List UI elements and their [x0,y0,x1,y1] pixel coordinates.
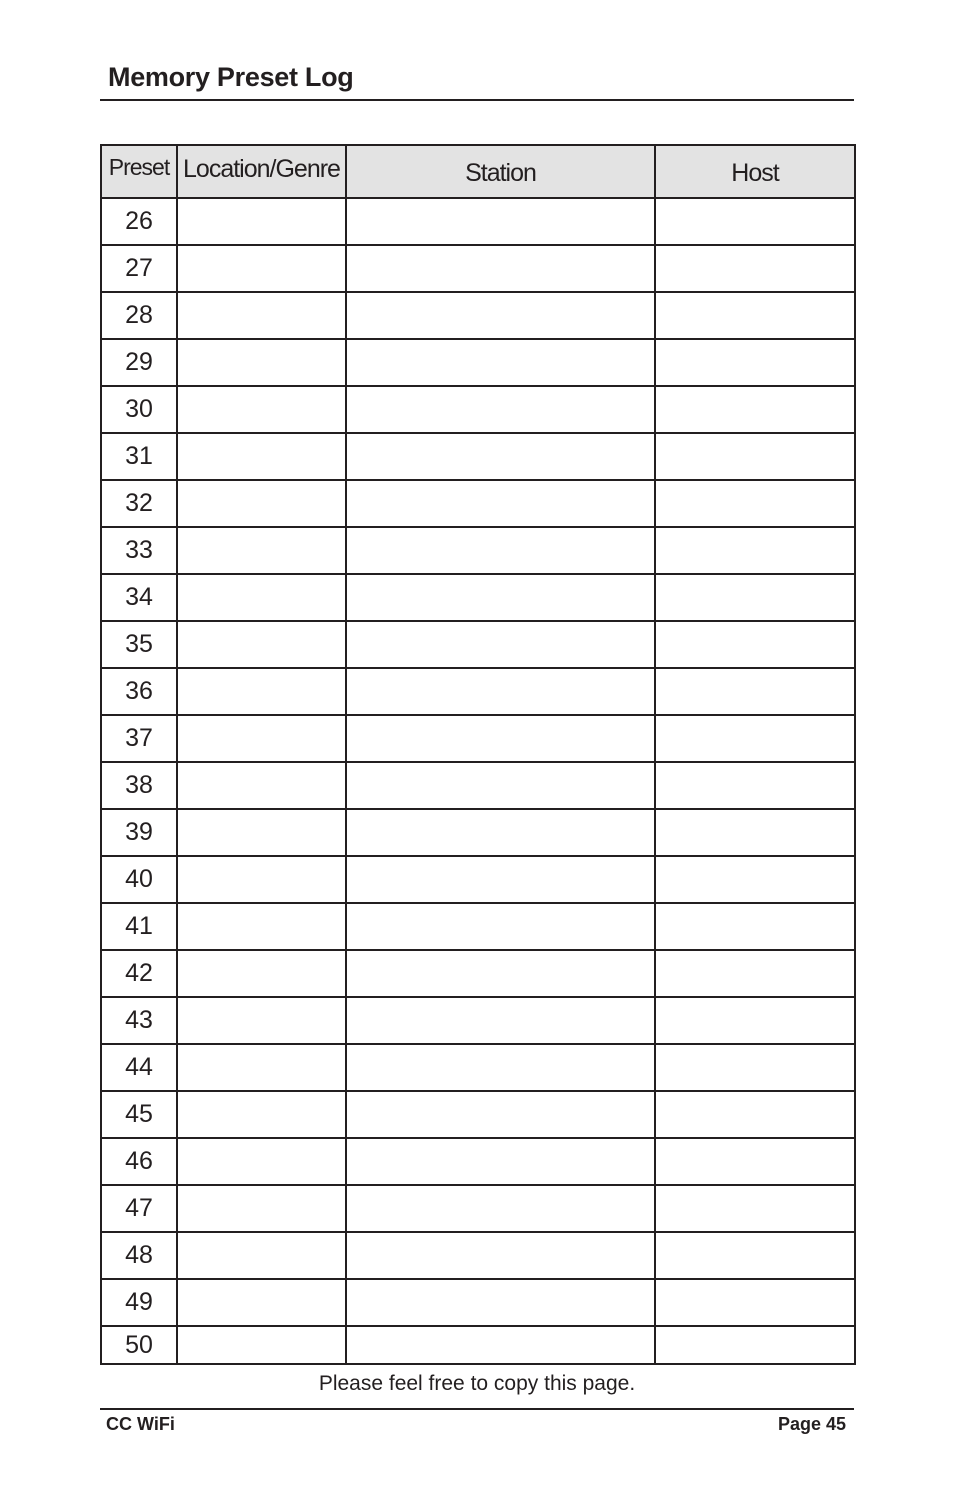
location-genre-cell [177,1138,346,1185]
preset-number: 28 [101,292,177,339]
preset-number: 50 [101,1326,177,1364]
table-row [101,1279,855,1326]
location-genre-cell [177,903,346,950]
preset-number: 39 [101,809,177,856]
location-genre-cell [177,292,346,339]
host-cell [655,903,855,950]
host-cell [655,527,855,574]
station-cell [346,903,655,950]
station-cell [346,1044,655,1091]
location-genre-cell [177,1044,346,1091]
location-genre-cell [177,433,346,480]
table-body [101,198,855,1364]
station-cell [346,527,655,574]
host-cell [655,480,855,527]
host-cell [655,1138,855,1185]
preset-number: 42 [101,950,177,997]
location-genre-cell [177,621,346,668]
location-genre-cell [177,997,346,1044]
table-row [101,1091,855,1138]
location-genre-cell [177,1185,346,1232]
copy-note: Please feel free to copy this page. [318,1372,636,1395]
location-genre-cell [177,1279,346,1326]
table-row [101,997,855,1044]
preset-number: 43 [101,997,177,1044]
station-cell [346,1232,655,1279]
preset-number: 33 [101,527,177,574]
table-row [101,856,855,903]
host-cell [655,1232,855,1279]
host-cell [655,809,855,856]
station-cell [346,856,655,903]
table-row [101,1232,855,1279]
location-genre-cell [177,856,346,903]
host-cell [655,621,855,668]
host-cell [655,1044,855,1091]
preset-number: 46 [101,1138,177,1185]
page-title: Memory Preset Log [108,62,354,92]
table-row [101,809,855,856]
preset-number: 29 [101,339,177,386]
location-genre-cell [177,386,346,433]
station-cell [346,386,655,433]
host-cell [655,1326,855,1364]
header-location-genre: Location/Genre [177,145,346,198]
table-row [101,480,855,527]
host-cell [655,339,855,386]
station-cell [346,1138,655,1185]
preset-number: 41 [101,903,177,950]
preset-number: 37 [101,715,177,762]
preset-number: 44 [101,1044,177,1091]
host-cell [655,1279,855,1326]
preset-number: 34 [101,574,177,621]
station-cell [346,809,655,856]
preset-number: 36 [101,668,177,715]
memory-preset-log-table [100,144,856,1365]
location-genre-cell [177,339,346,386]
location-genre-cell [177,245,346,292]
host-cell [655,856,855,903]
title-divider [100,99,854,101]
station-cell [346,198,655,245]
preset-number: 30 [101,386,177,433]
table-row [101,1138,855,1185]
footer-page-number: Page 45 [777,1414,846,1434]
table-row [101,245,855,292]
station-cell [346,668,655,715]
preset-number: 27 [101,245,177,292]
footer-product-name: CC WiFi [106,1414,175,1434]
location-genre-cell [177,762,346,809]
station-cell [346,480,655,527]
host-cell [655,762,855,809]
footer-divider [100,1408,854,1410]
host-cell [655,668,855,715]
host-cell [655,433,855,480]
location-genre-cell [177,715,346,762]
host-cell [655,1185,855,1232]
table-row [101,292,855,339]
location-genre-cell [177,950,346,997]
preset-number: 32 [101,480,177,527]
preset-number: 49 [101,1279,177,1326]
table-header-row [101,145,855,198]
station-cell [346,1091,655,1138]
station-cell [346,292,655,339]
table-row [101,715,855,762]
preset-number: 48 [101,1232,177,1279]
preset-number: 40 [101,856,177,903]
preset-number: 38 [101,762,177,809]
table-row [101,950,855,997]
table-row [101,339,855,386]
station-cell [346,950,655,997]
table-row [101,1044,855,1091]
location-genre-cell [177,1232,346,1279]
host-cell [655,1091,855,1138]
station-cell [346,574,655,621]
preset-number: 47 [101,1185,177,1232]
header-station: Station [346,145,655,198]
host-cell [655,198,855,245]
header-preset: Preset [101,145,177,198]
host-cell [655,574,855,621]
station-cell [346,433,655,480]
host-cell [655,386,855,433]
preset-number: 45 [101,1091,177,1138]
station-cell [346,621,655,668]
station-cell [346,715,655,762]
table-row [101,1326,855,1364]
station-cell [346,997,655,1044]
table-row [101,621,855,668]
preset-number: 31 [101,433,177,480]
station-cell [346,1326,655,1364]
station-cell [346,1279,655,1326]
host-cell [655,715,855,762]
station-cell [346,339,655,386]
header-host: Host [655,145,855,198]
host-cell [655,950,855,997]
location-genre-cell [177,198,346,245]
table-row [101,386,855,433]
location-genre-cell [177,480,346,527]
preset-number: 35 [101,621,177,668]
station-cell [346,245,655,292]
host-cell [655,292,855,339]
station-cell [346,1185,655,1232]
table-row [101,762,855,809]
station-cell [346,762,655,809]
location-genre-cell [177,527,346,574]
location-genre-cell [177,574,346,621]
location-genre-cell [177,668,346,715]
table-row [101,433,855,480]
table-row [101,198,855,245]
table-row [101,1185,855,1232]
location-genre-cell [177,809,346,856]
host-cell [655,245,855,292]
host-cell [655,997,855,1044]
table-row [101,903,855,950]
location-genre-cell [177,1326,346,1364]
location-genre-cell [177,1091,346,1138]
preset-number: 26 [101,198,177,245]
table-row [101,574,855,621]
table-row [101,668,855,715]
table-row [101,527,855,574]
